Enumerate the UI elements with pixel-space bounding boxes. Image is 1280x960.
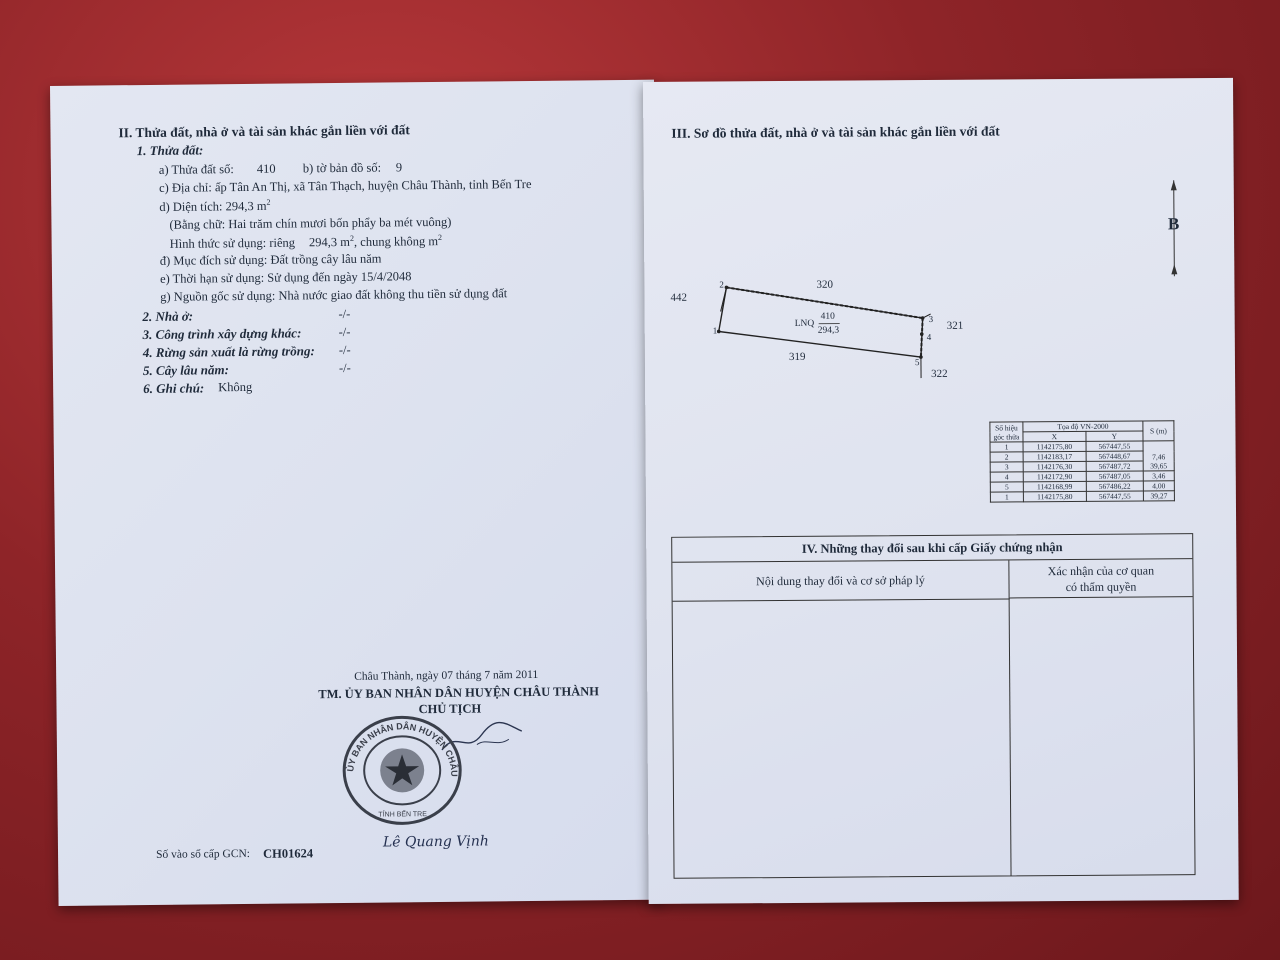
- vertex-3: 3: [928, 313, 934, 325]
- col-x: X: [1023, 431, 1086, 441]
- section-title-iii: III. Sơ đồ thửa đất, nhà ở và tài sản khác gắn liền với đất: [671, 123, 1000, 141]
- parcel-area: 294,3: [817, 325, 840, 336]
- usage-form: Hình thức sử dụng: riêng 294,3 $m^2$, chung không $m^2$: [169, 232, 443, 251]
- dash-rung: -/-: [338, 342, 351, 357]
- col-point: Số hiệu góc thửa: [990, 422, 1023, 442]
- vertex-2: 2: [719, 279, 724, 290]
- dash-cay: -/-: [338, 360, 351, 375]
- table-row: 4 1142172,90 567487,05 3,46: [990, 471, 1174, 482]
- changes-col-content: Nội dung thay đổi và cơ sở pháp lý: [672, 560, 1009, 601]
- address-line: c) Địa chỉ: ấp Tân An Thị, xã Tân Thạch, huyện Châu Thành, tỉnh Bến Tre: [158, 176, 532, 195]
- area-words: (Bằng chữ: Hai trăm chín mươi bốn phẩy ba mét vuông): [169, 214, 452, 232]
- parcel-map: [684, 269, 1025, 391]
- neighbor-321: 321: [946, 319, 964, 332]
- right-page: [643, 78, 1239, 904]
- neighbor-322: 322: [931, 367, 948, 380]
- subheading-cong-trinh: 3. Công trình xây dựng khác:: [142, 325, 302, 343]
- changes-title: IV. Những thay đổi sau khi cấp Giấy chứng nhận: [672, 534, 1192, 563]
- col-s: S (m): [1143, 421, 1174, 441]
- subheading-ghi-chu: 6. Ghi chú:: [143, 380, 205, 397]
- subheading-thua-dat: 1. Thửa đất:: [136, 142, 204, 159]
- map-sheet-label: b) tờ bản đồ số:: [302, 160, 382, 176]
- registration-label: Số vào sổ cấp GCN:: [155, 847, 251, 861]
- changes-table: [671, 533, 1195, 879]
- col-coord: Tọa độ VN-2000: [1023, 421, 1143, 432]
- neighbor-319: 319: [788, 350, 806, 363]
- vertex-1: 1: [712, 325, 718, 336]
- map-sheet-value: 9: [395, 160, 403, 175]
- north-label: B: [1167, 214, 1180, 234]
- left-page: [50, 80, 663, 906]
- issuing-authority: TM. ỦY BAN NHÂN DÂN HUYỆN CHÂU THÀNH: [318, 684, 600, 702]
- parcel-no: 410: [820, 311, 835, 322]
- table-row: 5 1142168,99 567486,22 4,00: [990, 481, 1174, 492]
- parcel-type: LNQ: [794, 318, 815, 329]
- subheading-rung: 4. Rừng sản xuất là rừng trồng:: [142, 343, 315, 361]
- land-purpose: đ) Mục đích sử dụng: Đất trồng cây lâu năm: [159, 251, 382, 268]
- col-y: Y: [1086, 431, 1143, 441]
- registration-number: CH01624: [262, 846, 314, 861]
- seal-province: TỈNH BẾN TRE: [378, 811, 427, 819]
- section-title-ii: II. Thửa đất, nhà ở và tài sản khác gắn liền với đất: [118, 122, 410, 141]
- table-row: 1 1142175,80 567447,55 7,46: [990, 441, 1174, 452]
- parcel-number-value: 410: [256, 161, 276, 176]
- neighbor-320: 320: [816, 278, 833, 291]
- neighbor-442: 442: [670, 291, 688, 304]
- dash-nha-o: -/-: [338, 306, 351, 321]
- table-row: 1 1142175,80 567447,55 39,27: [990, 491, 1174, 502]
- official-seal: [337, 712, 468, 829]
- place-date: Châu Thành, ngày 07 tháng 7 năm 2011: [354, 668, 539, 683]
- seal-text: ỦY BAN NHÂN DÂN HUYỆN CHÂU: [345, 721, 460, 777]
- vertex-4: 4: [926, 331, 932, 343]
- usage-origin: g) Nguồn gốc sử dụng: Nhà nước giao đất không thu tiền sử dụng đất: [160, 286, 508, 304]
- subheading-nha-o: 2. Nhà ở:: [142, 308, 194, 325]
- parcel-number-label: a) Thửa đất số:: [158, 162, 234, 177]
- signer-name: Lê Quang Vịnh: [382, 833, 489, 851]
- coordinate-table: [989, 420, 1175, 502]
- usage-term: e) Thời hạn sử dụng: Sử dụng đến ngày 15/4/2048: [159, 269, 412, 286]
- changes-divider: [1009, 598, 1012, 875]
- dash-cong-trinh: -/-: [338, 324, 351, 339]
- note-value: Không: [218, 379, 253, 395]
- area-label: d) Diện tích: 294,3 $m^2$: [159, 197, 271, 215]
- changes-col-confirm: Xác nhận của cơ quan có thẩm quyền: [1009, 559, 1192, 598]
- subheading-cay: 5. Cây lâu năm:: [142, 362, 230, 379]
- table-row: 2 1142183,17 567448,67: [990, 451, 1174, 462]
- signer-position: CHỦ TỊCH: [418, 701, 482, 717]
- table-row: 3 1142176,30 567487,72 39,65: [990, 461, 1174, 472]
- vertex-5: 5: [914, 357, 920, 368]
